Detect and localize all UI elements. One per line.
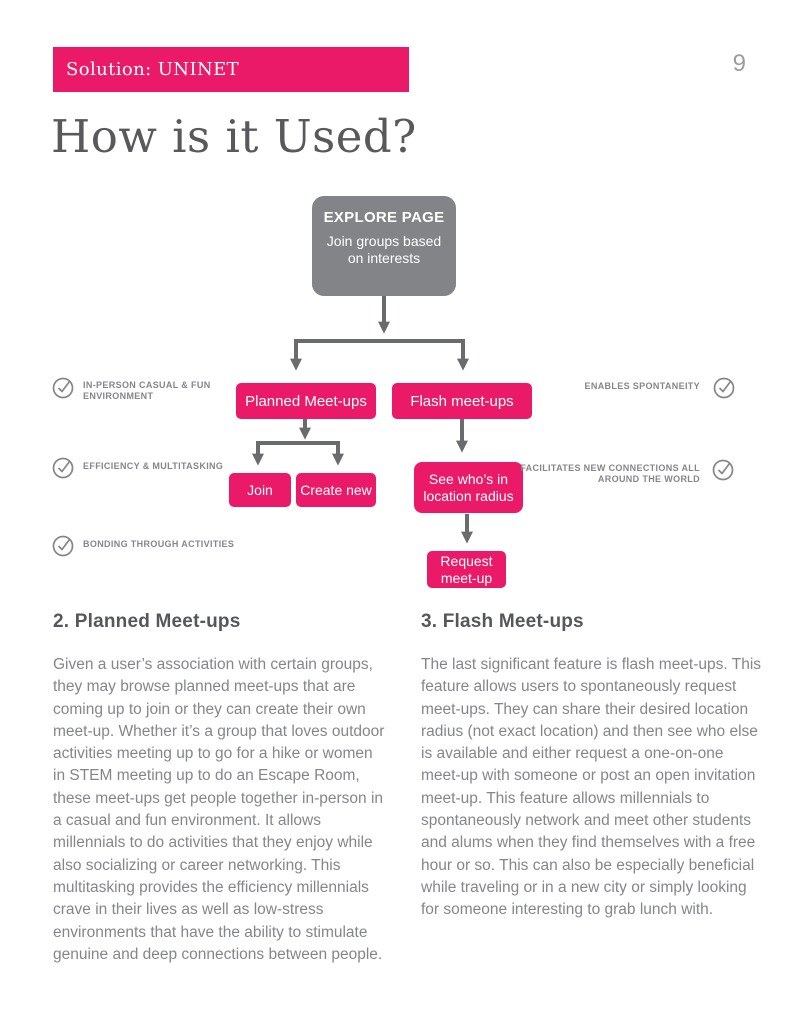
flow-node-flash-meetups: Flash meet-ups: [392, 383, 532, 419]
annotation-bonding-activities: BONDING THROUGH ACTIVITIES: [83, 539, 235, 549]
section-heading-flash: 3. Flash Meet-ups: [421, 611, 584, 632]
section-banner: [53, 47, 409, 92]
flow-node-planned-meetups: Planned Meet-ups: [236, 383, 376, 419]
check-icon: [712, 375, 736, 399]
flow-node-request-meetup: Request meet-up: [427, 551, 506, 588]
annotation-in-person-casual: IN-PERSON CASUAL & FUN ENVIRONMENT: [83, 380, 211, 401]
flow-node-create-new: Create new: [296, 473, 376, 507]
page-title: How is it Used?: [51, 110, 417, 163]
section-planned-meetups: [53, 611, 385, 966]
flow-node-see-location-radius: See who’s in location radius: [414, 462, 523, 513]
explore-page-subtitle: Join groups based on interests: [326, 233, 442, 266]
annotation-enables-spontaneity: ENABLES SPONTANEITY: [584, 381, 700, 391]
page-number: 9: [732, 50, 746, 77]
banner-label: Solution: UNINET: [66, 59, 240, 80]
flow-node-explore-page: [312, 196, 456, 296]
section-body-flash: The last significant feature is flash meet-ups. This feature allows users to spontaneously request meet-ups. They can share their desired location radius (not exact location) and then see who else is available and either request a one-on-one meet-up with someone or post an open invitation meet-up. This feature allows millennials to spontaneously network and meet other students and alums when they find themselves with a free hour or so. This can also be especially beneficial while traveling or in a new city or simply looking for someone interesting to grab lunch with.: [421, 656, 762, 919]
check-icon: [51, 533, 75, 557]
check-icon: [51, 375, 75, 399]
check-icon: [51, 455, 75, 479]
explore-page-title: EXPLORE PAGE: [323, 209, 445, 226]
section-flash-meetups: [421, 611, 763, 922]
annotation-efficiency-multitasking: EFFICIENCY & MULTITASKING: [83, 461, 224, 471]
annotation-facilitates-connections: FACILITATES NEW CONNECTIONS ALL AROUND THE WORLD: [520, 463, 700, 484]
check-icon: [711, 457, 735, 481]
flow-node-join: Join: [229, 473, 291, 507]
section-heading-planned: 2. Planned Meet-ups: [53, 611, 241, 632]
section-body-planned: Given a user’s association with certain groups, they may browse planned meet-ups that are coming up to join or they can create their own meet-up. Whether it’s a group that loves outdoor activities meeting up to go for a hike or women in STEM meeting up to do an Escape Room, these meet-ups get people together in-person in a casual and fun environment. It allows millennials to do activities that they enjoy while also socializing or career networking. This multitasking provides the efficiency millennials crave in their lives as well as low-stress environments that have the ability to stimulate genuine and deep connections between people.: [53, 656, 385, 963]
